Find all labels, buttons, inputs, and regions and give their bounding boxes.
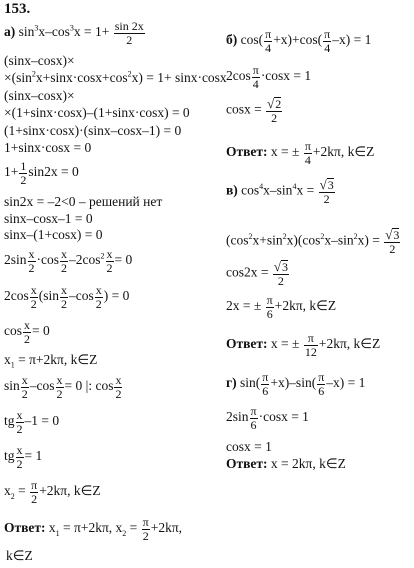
line-11: sinx–(1+cosx) = 0 [4, 227, 103, 242]
v-line-3: cos2x = $\frac{√3}{2}$ [226, 259, 288, 288]
g-line-3: cosx = 1 [226, 439, 272, 454]
line-6: (1+sinx·cosx)·(sinx–cosx–1) = 0 [4, 123, 182, 138]
b-answer-label: Ответ: [226, 144, 268, 160]
part-v-label: в) [226, 182, 238, 198]
line-8: 1+ $\frac{1}{2}$ sin2x = 0 [4, 159, 79, 187]
v-answer: Ответ: x = ± $\frac{\pi}{12}$ +2kπ, k∈Z [226, 331, 381, 359]
part-g-label: г) [226, 375, 237, 391]
part-g-line-1: г) sin( $\frac{\pi}{6}$ +x)–sin( $\frac{\pi}{6}$ –x) = 1 [226, 370, 366, 398]
line-18: tg $\frac{x}{2}$ = 1 [4, 443, 43, 471]
v-line-4: 2x = ± $\frac{\pi}{6}$ +2kπ, k∈Z [226, 293, 337, 321]
line-5: ×(1+sinx·cosx)–(1+sinx·cosx) = 0 [4, 105, 190, 120]
g-line-2: 2sin $\frac{\pi}{6}$ ·cosx = 1 [226, 404, 309, 432]
sin2x-over-2: $\frac{\sin 2x}{2}$ [114, 19, 144, 47]
line-4: (sinx–cosx)× [4, 88, 75, 103]
line-15: $x_1 = \pi+2k\pi$, k∈Z [4, 352, 98, 370]
line-2: (sinx–cosx)× [4, 53, 75, 68]
answer-a-cont: k∈Z [6, 548, 33, 563]
answer-a-label: Ответ: [4, 520, 46, 536]
part-b-label: б) [226, 32, 238, 48]
part-v-line-1: в) $\cos^4x-\sin^4x$ = $\frac{√3}{2}$ [226, 177, 334, 206]
part-a-label: а) [4, 24, 16, 40]
line-12: 2sin $\frac{x}{2}$ ·cos $\frac{x}{2}$ $-2\cos^2$ $\frac{x}{2}$ = 0 [4, 247, 133, 275]
part-a-line-1: а) $\sin^3x-\cos^3x = 1+$ $\frac{\sin 2x}{2}$ [4, 19, 144, 47]
line-16: sin $\frac{x}{2}$ –cos $\frac{x}{2}$ = 0 |: cos $\frac{x}{2}$ [4, 373, 122, 401]
v-line-2: $(\cos^2x+\sin^2x)(\cos^2x-\sin^2x)$ = $\frac{√3}{2}$ [226, 227, 400, 256]
b-answer: Ответ: x = ± $\frac{\pi}{4}$ +2kπ, k∈Z [226, 139, 375, 167]
v-answer-label: Ответ: [226, 336, 268, 352]
g-answer-label: Ответ: [226, 456, 268, 471]
b-line-3: cosx = $\frac{√2}{2}$ [226, 96, 282, 125]
problem-number: 153. [4, 1, 31, 17]
b-line-2: 2cos $\frac{\pi}{4}$ ·cosx = 1 [226, 63, 312, 91]
line-14: cos $\frac{x}{2}$ = 0 [4, 318, 50, 346]
part-b-line-1: б) cos( $\frac{\pi}{4}$ +x)+cos( $\frac{\pi}{4}$ –x) = 1 [226, 27, 372, 55]
line-13: 2cos $\frac{x}{2}$ (sin $\frac{x}{2}$ –cos $\frac{x}{2}$ ) = 0 [4, 283, 130, 311]
line-3: $\times(\sin^2x+\sin x\cdot\cos x+\cos^2x) = 1+ \sin x\cdot\cos x$ [4, 69, 227, 85]
line-9: sin2x = –2<0 – решений нет [4, 194, 163, 209]
g-answer: Ответ: x = 2kπ, k∈Z [226, 456, 346, 471]
line-10: sinx–cosx–1 = 0 [4, 211, 93, 226]
answer-a: Ответ: $x_1 = \pi+2k\pi$, $x_2$ = $\frac{\pi}{2}$ +2kπ, [4, 515, 183, 543]
line-19: $x_2$ = $\frac{\pi}{2}$ +2kπ, k∈Z [4, 478, 101, 506]
line-17: tg $\frac{x}{2}$ –1 = 0 [4, 408, 60, 436]
line-7: 1+sinx·cosx = 0 [4, 140, 92, 155]
